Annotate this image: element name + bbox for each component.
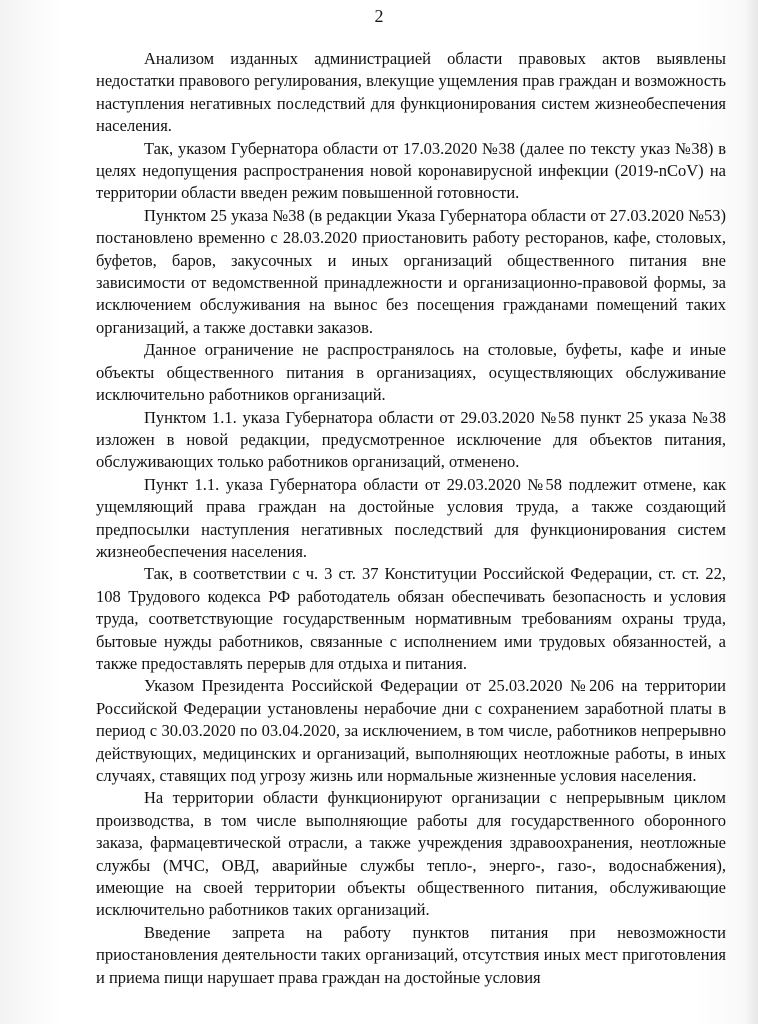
paragraph-4: Данное ограничение не распространялось на столовые, буфеты, кафе и иные объекты общественного питания в организациях, осуществляющих обслуживание исключительно работников организаций. (96, 340, 726, 405)
page-number: 2 (374, 6, 384, 26)
paragraph-8: Указом Президента Российской Федерации от 25.03.2020 №206 на территории Российской Федерации установлены нерабочие дни с сохранением заработной платы в период с 30.03.2020 по 03.04.2020, за исключением, в том числе, работников непрерывно действующих, медицинских и организаций, выполняющих неотложные работы, в иных случаях, ставящих под угрозу жизнь или нормальные жизненные условия населения. (96, 676, 726, 785)
paragraph-7: Так, в соответствии с ч. 3 ст. 37 Конституции Российской Федерации, ст. ст. 22, 108 Трудового кодекса РФ работодатель обязан обеспечивать безопасность и условия труда, соответствующие государственным нормативным требованиям охраны труда, бытовые нужды работников, связанные с исполнением ими трудовых обязанностей, а также предоставлять перерыв для отдыха и питания. (96, 564, 726, 673)
paragraph-3: Пунктом 25 указа №38 (в редакции Указа Губернатора области от 27.03.2020 №53) постановлено временно с 28.03.2020 приостановить работу ресторанов, кафе, столовых, буфетов, баров, закусочных и иных организаций общественного питания вне зависимости от ведомственной принадлежности и организационно-правовой формы, за исключением обслуживания на вынос без посещения гражданами помещений таких организаций, а также доставки заказов. (96, 205, 726, 337)
paragraph-1: Анализом изданных администрацией области правовых актов выявлены недостатки правового регулирования, влекущие ущемления прав граждан и возможность наступления негативных последствий для функционирования систем жизнеобеспечения населения. (96, 49, 726, 136)
document-body (96, 48, 726, 989)
paragraph-5: Пунктом 1.1. указа Губернатора области от 29.03.2020 №58 пункт 25 указа №38 изложен в новой редакции, предусмотренное исключение для объектов питания, обслуживающих только работников организаций, отменено. (96, 407, 726, 472)
page-edge-shadow (744, 0, 758, 1024)
paragraph-2: Так, указом Губернатора области от 17.03.2020 №38 (далее по тексту указ №38) в целях недопущения распространения новой коронавирусной инфекции (2019-nCoV) на территории области введен режим повышенной готовности. (96, 138, 726, 203)
paragraph-9: На территории области функционируют организации с непрерывным циклом производства, в том числе выполняющие работы для государственного оборонного заказа, фармацевтической отрасли, а также учреждения здравоохранения, неотложные службы (МЧС, ОВД, аварийные службы тепло-, энерго-, газо-, водоснабжения), имеющие на своей территории объекты общественного питания, обслуживающие исключительно работников таких организаций. (96, 788, 726, 920)
paragraph-10: Введение запрета на работу пунктов питания при невозможности приостановления деятельности таких организаций, отсутствия иных мест приготовления и приема пищи нарушает права граждан на достойные условия (96, 922, 726, 987)
paragraph-6: Пункт 1.1. указа Губернатора области от 29.03.2020 №58 подлежит отмене, как ущемляющий права граждан на достойные условия труда, а также создающий предпосылки наступления негативных последствий для функционирования систем жизнеобеспечения населения. (96, 474, 726, 561)
